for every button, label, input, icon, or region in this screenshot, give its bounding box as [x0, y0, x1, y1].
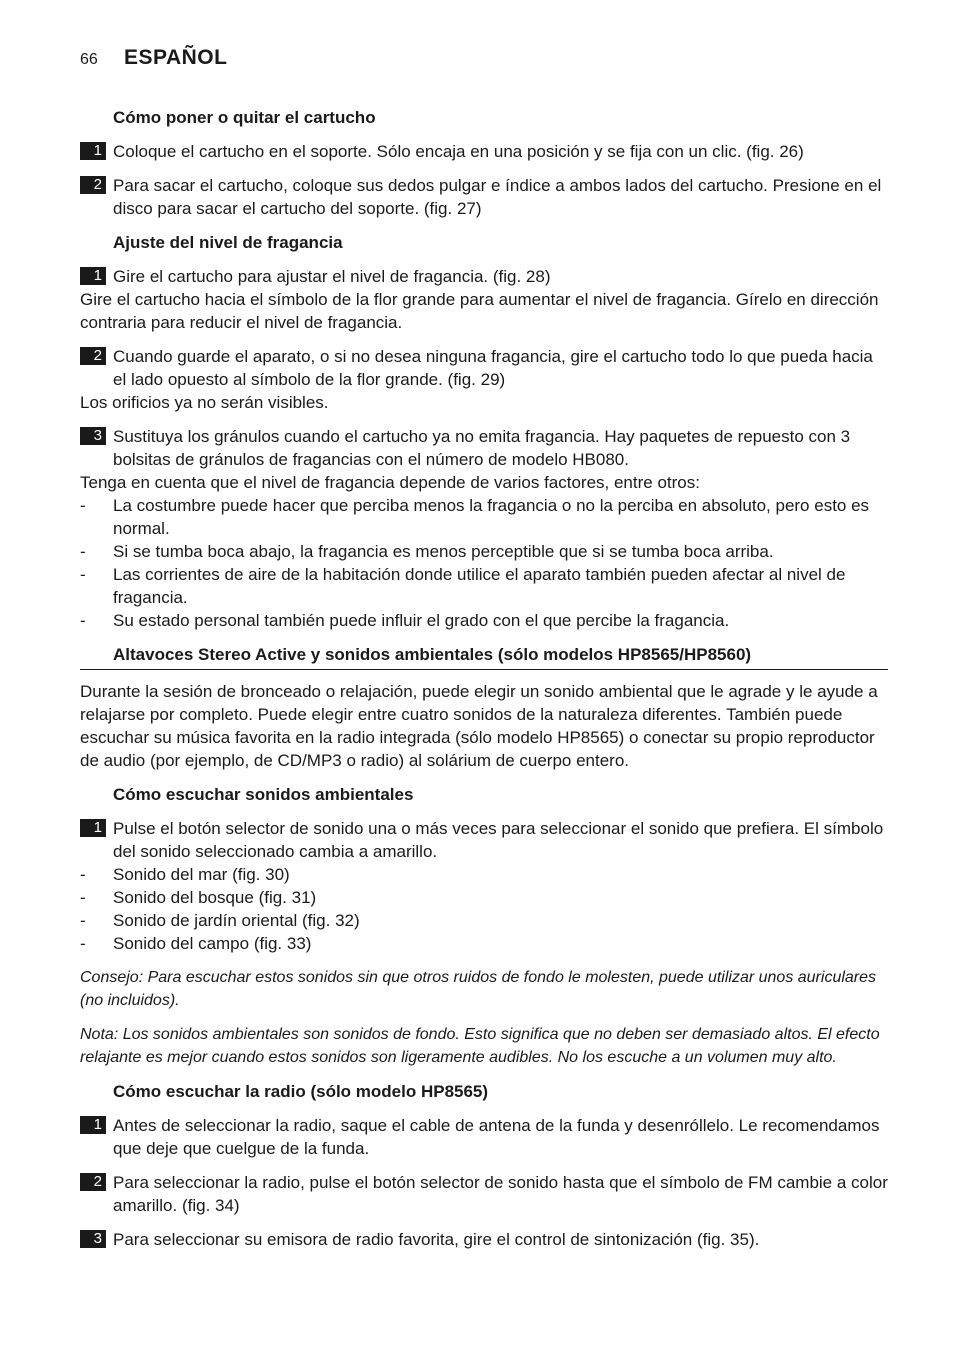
ambient-heading: Cómo escuchar sonidos ambientales: [113, 785, 414, 804]
list-item: [80, 886, 888, 909]
step-text: Para seleccionar la radio, pulse el botón selector de sonido hasta que el símbolo de FM cambie a color amarillo. (fig. 34): [113, 1173, 888, 1215]
step-number-badge: 2: [80, 176, 106, 194]
fragrance-step-3: [80, 425, 888, 471]
list-dash: -: [80, 496, 86, 515]
list-dash: -: [80, 611, 86, 630]
list-item-text: Las corrientes de aire de la habitación donde utilice el aparato también pueden afectar al nivel de fragancia.: [113, 565, 846, 607]
step-number-badge: 1: [80, 1116, 106, 1134]
step-text: Pulse el botón selector de sonido una o más veces para seleccionar el sonido que prefiera. El símbolo del sonido seleccionado cambia a amarillo.: [113, 819, 884, 861]
step-number-badge: 3: [80, 427, 106, 445]
step-number-badge: 2: [80, 1173, 106, 1191]
list-dash: -: [80, 911, 86, 930]
list-item: [80, 563, 888, 609]
step-text: Gire el cartucho para ajustar el nivel de fragancia. (fig. 28): [113, 267, 551, 286]
step-number-badge: 1: [80, 142, 106, 160]
list-dash: -: [80, 888, 86, 907]
list-item-text: Sonido de jardín oriental (fig. 32): [113, 911, 360, 930]
list-item: [80, 909, 888, 932]
ambient-step-1: [80, 817, 888, 863]
list-dash: -: [80, 934, 86, 953]
list-item: [80, 494, 888, 540]
list-item: [80, 540, 888, 563]
step-text: Para sacar el cartucho, coloque sus dedos pulgar e índice a ambos lados del cartucho. Presione en el disco para sacar el cartucho del soporte. (fig. 27): [113, 176, 882, 218]
list-item-text: La costumbre puede hacer que perciba menos la fragancia o no la perciba en absoluto, pero esto es normal.: [113, 496, 870, 538]
page-content: [80, 106, 888, 1262]
fragrance-step-1-detail: Gire el cartucho hacia el símbolo de la flor grande para aumentar el nivel de fragancia. Gírelo en dirección contraria para reducir el nivel de fragancia.: [80, 290, 879, 332]
cartridge-step-1: [80, 140, 888, 163]
step-text: Para seleccionar su emisora de radio favorita, gire el control de sintonización (fig. 35).: [113, 1230, 760, 1249]
radio-heading: Cómo escuchar la radio (sólo modelo HP8565): [113, 1082, 489, 1101]
radio-step-2: [80, 1171, 888, 1217]
page-number: 66: [80, 51, 98, 68]
list-item: [80, 863, 888, 886]
speakers-section-title: Altavoces Stereo Active y sonidos ambientales (sólo modelos HP8565/HP8560): [80, 643, 888, 670]
fragrance-factors-intro: Tenga en cuenta que el nivel de fragancia depende de varios factores, entre otros:: [80, 473, 700, 492]
cartridge-step-2: [80, 174, 888, 220]
step-text: Sustituya los gránulos cuando el cartucho ya no emita fragancia. Hay paquetes de repuesto con 3 bolsitas de gránulos de fragancias con el número de modelo HB080.: [113, 427, 851, 469]
list-dash: -: [80, 542, 86, 561]
step-text: Coloque el cartucho en el soporte. Sólo encaja en una posición y se fija con un clic. (fig. 26): [113, 142, 804, 161]
speakers-intro: Durante la sesión de bronceado o relajación, puede elegir un sonido ambiental que le agrade y le ayude a relajarse por completo. Puede elegir entre cuatro sonidos de la naturaleza diferentes. También puede escuchar su música favorita en la radio integrada (sólo modelo HP8565) o conectar su propio reproductor de audio (por ejemplo, de CD/MP3 o radio) al solárium de cuerpo entero.: [80, 682, 878, 770]
list-item: [80, 609, 888, 632]
list-dash: -: [80, 565, 86, 584]
fragrance-step-1: [80, 265, 888, 288]
step-number-badge: 3: [80, 1230, 106, 1248]
language-heading: ESPAÑOL: [124, 46, 228, 69]
fragrance-step-2: [80, 345, 888, 391]
note-text: Nota: Los sonidos ambientales son sonidos de fondo. Esto significa que no deben ser demasiado altos. El efecto relajante es mejor cuando estos sonidos son ligeramente audibles. No los escuche a un volumen muy alto.: [80, 1026, 880, 1066]
list-item-text: Su estado personal también puede influir el grado con el que percibe la fragancia.: [113, 611, 730, 630]
cartridge-heading: Cómo poner o quitar el cartucho: [113, 108, 376, 127]
list-item-text: Sonido del campo (fig. 33): [113, 934, 312, 953]
list-item: [80, 932, 888, 955]
step-text: Cuando guarde el aparato, o si no desea ninguna fragancia, gire el cartucho todo lo que pueda hacia el lado opuesto al símbolo de la flor grande. (fig. 29): [113, 347, 873, 389]
list-item-text: Sonido del bosque (fig. 31): [113, 888, 317, 907]
step-text: Antes de seleccionar la radio, saque el cable de antena de la funda y desenróllelo. Le recomendamos que deje que cuelgue de la funda.: [113, 1116, 880, 1158]
fragrance-heading: Ajuste del nivel de fragancia: [113, 233, 343, 252]
fragrance-factors-list: [80, 494, 888, 632]
step-number-badge: 1: [80, 267, 106, 285]
ambient-sounds-list: [80, 863, 888, 955]
fragrance-step-2-detail: Los orificios ya no serán visibles.: [80, 393, 329, 412]
list-item-text: Sonido del mar (fig. 30): [113, 865, 290, 884]
radio-step-3: [80, 1228, 888, 1251]
radio-step-1: [80, 1114, 888, 1160]
page-header: [80, 46, 227, 70]
tip-text: Consejo: Para escuchar estos sonidos sin que otros ruidos de fondo le molesten, puede utilizar unos auriculares (no incluidos).: [80, 969, 877, 1009]
step-number-badge: 1: [80, 819, 106, 837]
list-dash: -: [80, 865, 86, 884]
step-number-badge: 2: [80, 347, 106, 365]
list-item-text: Si se tumba boca abajo, la fragancia es menos perceptible que si se tumba boca arriba.: [113, 542, 774, 561]
